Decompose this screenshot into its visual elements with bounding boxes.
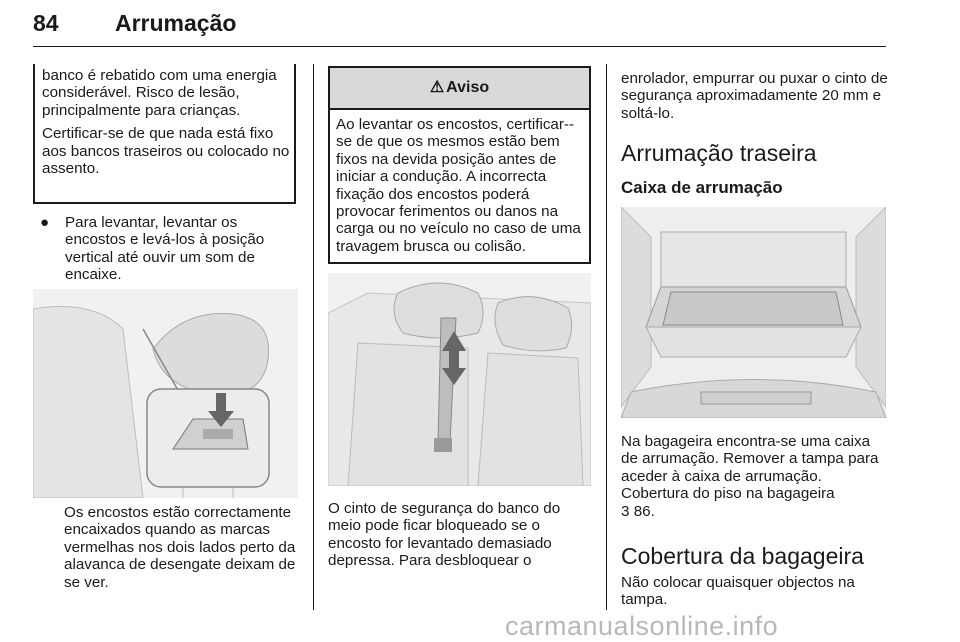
warning-title: Aviso (446, 79, 490, 97)
storage-box-drawing (621, 207, 886, 418)
warning-header (330, 68, 589, 110)
warning-triangle-icon: ⚠ (429, 79, 445, 97)
figure-caption (621, 433, 891, 520)
watermark: carmanualsonline.info (505, 611, 779, 641)
seat-release-drawing (33, 289, 298, 498)
caption-text: Na bagageira encontra-se uma caixa de arrumação. Remover a tampa para aceder à caixa de arrumação. Cobertura do piso na bagageira (621, 433, 879, 503)
page-number: 84 (33, 10, 59, 36)
section-heading: Cobertura da bagageira (621, 543, 864, 569)
bullet-icon: ● (40, 214, 50, 231)
seatbelt-illustration (328, 273, 591, 486)
warning-box (328, 66, 591, 264)
bullet-item (40, 214, 302, 284)
page-reference-icon[interactable]: 3 (621, 502, 630, 520)
seat-release-illustration (33, 289, 298, 498)
storage-box-illustration (621, 207, 886, 418)
column-divider-right (606, 64, 607, 610)
bullet-text: Para levantar, levantar os encostos e levá-los à posição vertical até ouvir um som de encaixe. (65, 214, 265, 284)
page-reference[interactable]: 86. (633, 502, 655, 520)
continuation-text: enrolador, empurrar ou puxar o cinto de segurança aproximadamente 20 mm e soltá-lo. (621, 70, 888, 122)
page-header (33, 6, 886, 46)
figure-caption: O cinto de segurança do banco do meio pode ficar bloqueado se o encosto for levantado demasiado depressa. Para desbloquear o (328, 500, 561, 570)
seatbelt-drawing (328, 273, 591, 486)
warning-text: Ao levantar os encostos, certificar--se de que os mesmos estão bem fixos na devida posição antes de iniciar a condução. A incorrecta fixação dos encostos poderá provocar ferimentos ou danos na carga ou no veículo no caso de uma travagem brusca ou colisão. (336, 116, 581, 255)
page-title: Arrumação (115, 10, 237, 36)
column-divider-left (313, 64, 314, 610)
box-paragraph: Certificar-se de que nada está fixo aos bancos traseiros ou colocado no assento. (42, 125, 290, 178)
section-heading: Arrumação traseira (621, 140, 817, 166)
subsection-heading: Caixa de arrumação (621, 178, 783, 197)
figure-caption: Os encostos estão correctamente encaixados quando as marcas vermelhas nos dois lados perto da alavanca de desengate deixam de se ver. (64, 504, 296, 591)
warning-continuation-box (33, 64, 296, 204)
box-paragraph: banco é rebatido com uma energia considerável. Risco de lesão, principalmente para crianças. (42, 67, 277, 119)
header-rule (33, 46, 886, 47)
body-text: Não colocar quaisquer objectos na tampa. (621, 574, 855, 609)
